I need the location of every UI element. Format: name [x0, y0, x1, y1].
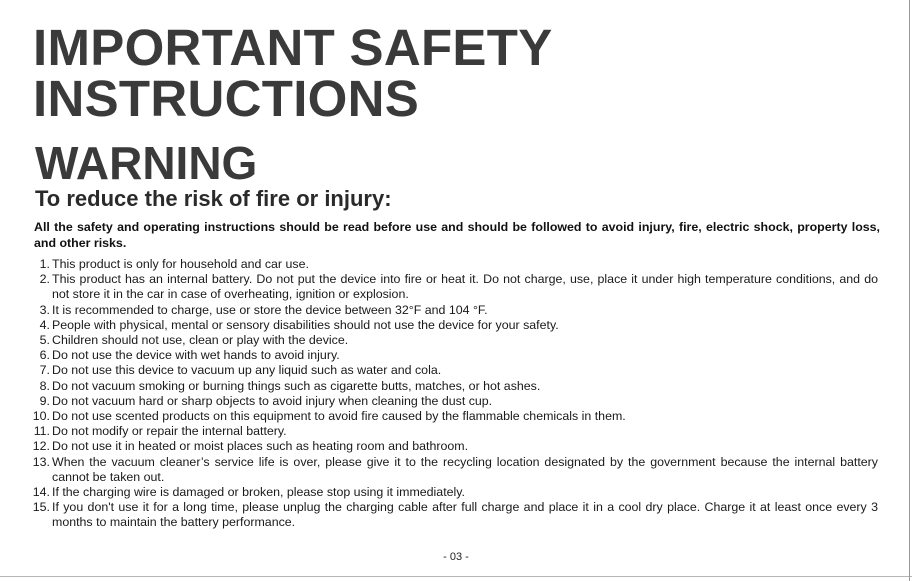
title-line-2: INSTRUCTIONS [33, 70, 420, 127]
instruction-text: Do not use scented products on this equipment to avoid fire caused by the flammable chemicals in them. [52, 409, 626, 424]
instruction-text: Do not use the device with wet hands to avoid injury. [52, 348, 340, 363]
instruction-number: 12. [32, 439, 50, 454]
instruction-item [30, 455, 878, 485]
instruction-number: 14. [32, 485, 50, 500]
instruction-number: 11. [33, 424, 50, 439]
instruction-item [30, 485, 878, 500]
instruction-text: Do not modify or repair the internal battery. [52, 424, 287, 439]
instruction-item [30, 363, 878, 378]
intro-paragraph: All the safety and operating instructions should be read before use and should be followed to avoid injury, fire, electric shock, property loss, and other risks. [34, 220, 880, 250]
instruction-item [30, 439, 878, 454]
instruction-text: When the vacuum cleaner’s service life is over, please give it to the recycling location designated by the government because the internal battery cannot be taken out. [52, 454, 878, 484]
instruction-text: This product has an internal battery. Do not put the device into fire or heat it. Do not charge, use, place it under high temperature conditions, and do not store it in the car in case of overheating, ignition or explosion. [52, 272, 878, 302]
warning-heading: WARNING [35, 137, 258, 189]
instruction-item [30, 409, 878, 424]
instruction-text: Do not vacuum hard or sharp objects to avoid injury when cleaning the dust cup. [52, 393, 493, 408]
instruction-number: 7. [39, 363, 50, 378]
page-number: - 03 - [443, 551, 469, 563]
instruction-number: 8. [39, 378, 50, 393]
instruction-number: 3. [39, 302, 50, 317]
instruction-number: 4. [39, 317, 50, 332]
instruction-item [30, 318, 878, 333]
risk-subheading: To reduce the risk of fire or injury: [35, 186, 392, 211]
instruction-number: 9. [39, 393, 50, 408]
instruction-number: 2. [39, 272, 50, 287]
instruction-item [30, 424, 878, 439]
instruction-number: 6. [39, 348, 50, 363]
instruction-item [30, 257, 878, 272]
instruction-item [30, 333, 878, 348]
instruction-item [30, 303, 878, 318]
instruction-text: If the charging wire is damaged or broken, please stop using it immediately. [52, 485, 466, 500]
instruction-text: Do not vacuum smoking or burning things such as cigarette butts, matches, or hot ashes. [52, 378, 541, 393]
instruction-text: Do not use it in heated or moist places such as heating room and bathroom. [52, 439, 469, 454]
instruction-text: Do not use this device to vacuum up any liquid such as water and cola. [52, 363, 442, 378]
bottom-divider [0, 576, 912, 577]
page-title [33, 19, 553, 127]
instruction-text: People with physical, mental or sensory disabilities should not use the device for your safety. [52, 317, 559, 332]
instruction-number: 13. [32, 454, 50, 469]
instruction-item [30, 348, 878, 363]
instruction-number: 1. [39, 257, 50, 271]
instruction-text: Children should not use, clean or play with the device. [52, 333, 349, 348]
instructions-list [30, 257, 878, 531]
title-line-1: IMPORTANT SAFETY [33, 19, 553, 76]
instruction-item [30, 500, 878, 530]
instruction-text: It is recommended to charge, use or store the device between 32°F and 104 °F. [52, 302, 488, 317]
instruction-item [30, 394, 878, 409]
instruction-item [30, 379, 878, 394]
instruction-item [30, 272, 878, 302]
instruction-text: This product is only for household and car use. [52, 257, 309, 271]
instruction-number: 15. [32, 500, 50, 515]
instruction-number: 10. [32, 409, 50, 424]
right-edge-divider [909, 0, 910, 581]
instruction-text: If you don't use it for a long time, please unplug the charging cable after full charge and place it in a cool dry place. Charge it at least once every 3 months to maintain the battery performance. [52, 500, 878, 530]
instruction-number: 5. [39, 333, 50, 348]
